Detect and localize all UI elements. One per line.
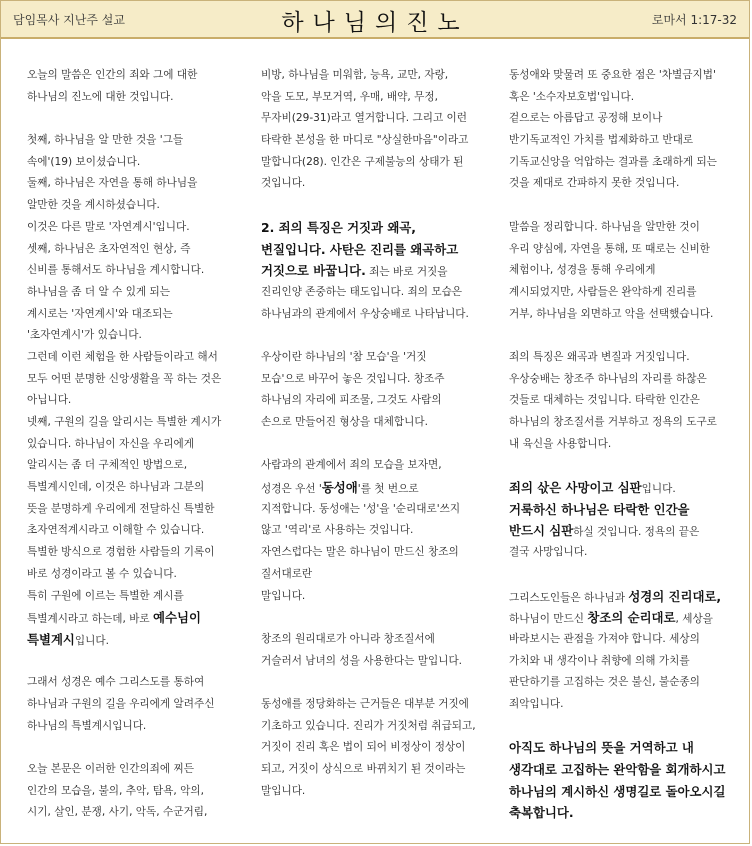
body-text: 그리스도인들은 하나님과	[509, 591, 629, 604]
body-text: 계시되었지만, 사람들은 완악하게 진리를	[509, 285, 697, 298]
body-text: 특히 구원에 이르는 특별한 계시를	[27, 589, 184, 602]
text-line	[261, 65, 499, 87]
body-text: 하나님이 만드신	[509, 613, 588, 626]
paragraph-gap	[261, 325, 499, 347]
text-line	[261, 260, 499, 282]
emphasis-text: 특별계시	[27, 631, 75, 647]
text-line	[261, 564, 499, 586]
body-text: 질서대로란	[261, 567, 313, 580]
body-text: 있습니다. 하나님이 자신을 우리에게	[27, 437, 194, 450]
text-line	[261, 629, 499, 651]
emphasis-text: 예수님이	[153, 610, 201, 626]
text-line	[261, 130, 499, 152]
text-line	[509, 672, 745, 694]
text-line	[27, 477, 253, 499]
text-line	[261, 455, 499, 477]
text-line	[261, 716, 499, 738]
body-text: 말합니다(28). 인간은 구제불능의 상태가 된	[261, 155, 464, 168]
text-line	[261, 239, 499, 261]
text-line	[509, 737, 745, 759]
paragraph-gap	[261, 195, 499, 217]
body-text: 모습'으로 바꾸어 놓은 것입니다. 창조주	[261, 372, 445, 385]
text-line	[27, 239, 253, 261]
body-text: 타락한 본성을 한 마디로 "상실한마음"이라고	[261, 134, 469, 147]
text-line	[509, 217, 745, 239]
body-text: 입니다.	[641, 483, 676, 496]
text-line	[27, 455, 253, 477]
body-text: 비방, 하나님을 미워함, 능욕, 교만, 자랑,	[261, 69, 449, 81]
text-line	[27, 802, 253, 824]
text-line	[509, 369, 745, 391]
text-line	[509, 390, 745, 412]
text-line	[509, 542, 745, 564]
body-text: 알만한 것을 계시하셨습니다.	[27, 199, 160, 212]
body-text: 하실 것입니다. 정욕의 끝은	[573, 526, 700, 539]
text-line	[27, 347, 253, 369]
body-text: 기독교신앙을 억압하는 결과를 초래하게 되는	[509, 155, 717, 168]
text-line	[509, 477, 745, 499]
column-3	[509, 65, 745, 824]
body-text: 죄악입니다.	[509, 697, 564, 710]
body-text: 하나님과 구원의 길을 우리에게 알려주신	[27, 697, 215, 710]
body-text: 셋째, 하나님은 초자연적인 현상, 즉	[27, 242, 191, 255]
text-line	[509, 586, 745, 608]
emphasis-text: 2. 죄의 특징은 거짓과 왜곡,	[261, 219, 416, 235]
text-line	[509, 520, 745, 542]
text-line	[261, 651, 499, 673]
body-text: 죄는 바로 거짓을	[365, 266, 448, 279]
body-text: 거부, 하나님을 외면하고 악을 선택했습니다.	[509, 307, 714, 320]
text-line	[261, 347, 499, 369]
body-text: 말입니다.	[261, 589, 306, 602]
emphasis-text: 반드시 심판	[509, 523, 574, 539]
text-line	[261, 87, 499, 109]
body-text: 그런데 이런 체험을 한 사람들이라고 해서	[27, 350, 218, 363]
body-text: 성경은 우선 '	[261, 483, 322, 496]
body-text: 둘째, 하나님은 자연을 통해 하나님을	[27, 177, 198, 190]
text-line	[27, 369, 253, 391]
body-text: 아닙니다.	[27, 394, 72, 407]
text-line	[27, 520, 253, 542]
header-section-label: 담임목사 지난주 설교	[13, 13, 125, 27]
body-text: 하나님과의 관계에서 우상숭배로 나타납니다.	[261, 307, 469, 320]
body-text: 하나님의 특별계시입니다.	[27, 719, 147, 732]
paragraph-gap	[27, 651, 253, 673]
body-text: 모두 어떤 분명한 신앙생활을 꼭 하는 것은	[27, 372, 222, 385]
text-line	[27, 434, 253, 456]
emphasis-text: 하나님의 계시하신 생명길로 돌아오시길	[509, 783, 726, 799]
text-line	[27, 499, 253, 521]
paragraph-gap	[509, 716, 745, 738]
text-line	[261, 217, 499, 239]
text-line	[509, 130, 745, 152]
text-line	[509, 260, 745, 282]
text-line	[27, 173, 253, 195]
body-text: 동성애를 정당화하는 근거들은 대부분 거짓에	[261, 697, 469, 710]
body-text: 신비를 통해서도 하나님을 계시합니다.	[27, 264, 205, 277]
paragraph-gap	[261, 672, 499, 694]
text-line	[509, 239, 745, 261]
text-line	[261, 390, 499, 412]
paragraph-gap	[261, 607, 499, 629]
text-line	[27, 195, 253, 217]
body-text: 바로 성경이라고 볼 수 있습니다.	[27, 567, 177, 580]
body-text: 거슬러서 남녀의 성을 사용한다는 말입니다.	[261, 654, 463, 667]
body-text: 가치와 내 생각이나 취향에 의해 가치를	[509, 654, 690, 667]
text-line	[27, 87, 253, 109]
text-line	[261, 108, 499, 130]
text-line	[27, 304, 253, 326]
body-text: 계시로는 '자연계시'와 대조되는	[27, 307, 173, 320]
column-1	[27, 65, 253, 824]
text-line	[27, 586, 253, 608]
body-text: 특별계시인데, 이것은 하나님과 그분의	[27, 481, 205, 494]
text-line	[261, 412, 499, 434]
body-text: 초자연적계시라고 이해할 수 있습니다.	[27, 524, 205, 537]
text-line	[509, 802, 745, 824]
text-line	[509, 304, 745, 326]
body-text: 말입니다.	[261, 784, 306, 797]
text-line	[27, 390, 253, 412]
body-text: 인간의 모습을, 불의, 추악, 탐욕, 악의,	[27, 784, 204, 797]
text-line	[261, 369, 499, 391]
text-line	[261, 152, 499, 174]
emphasis-text: 아직도 하나님의 뜻을 거역하고 내	[509, 740, 694, 756]
emphasis-text: 변질입니다. 사탄은 진리를 왜곡하고	[261, 241, 459, 257]
text-line	[27, 781, 253, 803]
body-text: 지적합니다. 동성애는 '성'을 '순리대로'쓰지	[261, 502, 461, 515]
body-text: 사람과의 관계에서 죄의 모습을 보자면,	[261, 459, 442, 472]
body-text: 시기, 살인, 분쟁, 사기, 악독, 수군거림,	[27, 806, 208, 819]
column-2	[261, 65, 499, 802]
text-line	[27, 282, 253, 304]
body-text: 악을 도모, 부모거역, 우매, 배약, 무정,	[261, 90, 438, 103]
text-line	[27, 716, 253, 738]
body-text: 하나님의 자리에 피조물, 그것도 사람의	[261, 394, 442, 407]
body-text: 알리시는 좀 더 구체적인 방법으로,	[27, 459, 188, 472]
body-text: 그래서 성경은 예수 그리스도를 통하여	[27, 676, 205, 689]
text-line	[509, 781, 745, 803]
body-text: 되고, 거짓이 상식으로 바뀌치기 된 것이라는	[261, 763, 466, 775]
text-line	[261, 520, 499, 542]
text-line	[509, 87, 745, 109]
text-line	[261, 282, 499, 304]
text-line	[509, 759, 745, 781]
emphasis-text: 축복합니다.	[509, 805, 574, 821]
text-line	[27, 542, 253, 564]
body-text: 우상이란 하나님의 '참 모습'을 '거짓	[261, 350, 427, 363]
text-line	[509, 499, 745, 521]
text-line	[27, 607, 253, 629]
body-text: 반기독교적인 가치를 법제화하고 반대로	[509, 134, 694, 147]
text-line	[27, 694, 253, 716]
body-text: 오늘 본문은 이러한 인간의죄에 찌든	[27, 763, 194, 775]
body-text: 첫째, 하나님을 알 만한 것을 '그들	[27, 134, 184, 147]
body-text: 하나님을 좀 더 알 수 있게 되는	[27, 285, 171, 298]
body-text: 체험이나, 성경을 통해 우리에게	[509, 264, 656, 277]
body-text: 속에'(19) 보이셨습니다.	[27, 155, 141, 168]
body-text: 뜻을 분명하게 우리에게 전달하신 특별한	[27, 502, 215, 515]
text-line	[261, 586, 499, 608]
text-line	[261, 737, 499, 759]
body-text: 창조의 원리대로가 아니라 창조질서에	[261, 632, 435, 645]
paragraph-gap	[509, 325, 745, 347]
text-line	[261, 759, 499, 781]
body-text: 하나님의 창조질서를 거부하고 정욕의 도구로	[509, 416, 717, 428]
emphasis-text: 죄의 삯은 사망이고 심판	[509, 480, 642, 496]
body-text: 기초하고 있습니다. 진리가 거짓처럼 취급되고,	[261, 719, 476, 732]
body-text: 손으로 만들어진 형상을 대체합니다.	[261, 416, 428, 428]
text-line	[509, 434, 745, 456]
body-text: 우상숭배는 창조주 하나님의 자리를 하찮은	[509, 372, 707, 385]
text-line	[27, 130, 253, 152]
emphasis-text: 거룩하신 하나님은 타락한 인간을	[509, 501, 690, 517]
body-text: 넷째, 구원의 길을 알리시는 특별한 계시가	[27, 416, 222, 428]
text-line	[509, 629, 745, 651]
text-line	[509, 108, 745, 130]
text-line	[27, 564, 253, 586]
text-line	[261, 781, 499, 803]
text-line	[27, 260, 253, 282]
text-line	[509, 412, 745, 434]
page-title: 하나님의진노	[281, 10, 469, 36]
body-text: 것을 제대로 간파하지 못한 것입니다.	[509, 177, 680, 190]
text-line	[509, 651, 745, 673]
emphasis-text: 성경의 진리대로,	[628, 588, 722, 604]
text-line	[261, 694, 499, 716]
text-line	[261, 499, 499, 521]
text-line	[27, 65, 253, 87]
text-line	[27, 672, 253, 694]
text-line	[261, 477, 499, 499]
text-line	[509, 282, 745, 304]
text-line	[509, 694, 745, 716]
text-line	[509, 347, 745, 369]
header-bar	[1, 1, 749, 39]
body-text: '초자연계시'가 있습니다.	[27, 329, 142, 342]
body-text: 겉으로는 아름답고 공정해 보이나	[509, 112, 663, 125]
body-text: 결국 사망입니다.	[509, 546, 588, 559]
text-line	[261, 173, 499, 195]
body-text: 입니다.	[74, 634, 109, 647]
text-line	[509, 173, 745, 195]
body-text: 자연스럽다는 말은 하나님이 만드신 창조의	[261, 546, 459, 559]
body-text: 것들로 대체하는 것입니다. 타락한 인간은	[509, 394, 700, 407]
body-text: 바라보시는 관점을 가져야 합니다. 세상의	[509, 632, 700, 645]
emphasis-text: 생각대로 고집하는 완악함을 회개하시고	[509, 762, 726, 777]
paragraph-gap	[27, 737, 253, 759]
body-text: 말씀을 정리합니다. 하나님을 알만한 것이	[509, 220, 700, 233]
paragraph-gap	[509, 195, 745, 217]
body-text: 것입니다.	[261, 177, 306, 190]
text-line	[261, 304, 499, 326]
paragraph-gap	[509, 455, 745, 477]
body-text: 죄의 특징은 왜곡과 변질과 거짓입니다.	[509, 350, 690, 363]
scripture-reference: 로마서 1:17-32	[651, 13, 737, 27]
body-text: 우리 양심에, 자연을 통해, 또 때로는 신비한	[509, 242, 710, 255]
body-text: 판단하기를 고집하는 것은 불신, 불순종의	[509, 676, 700, 689]
body-text: 않고 '역리'로 사용하는 것입니다.	[261, 524, 414, 537]
body-text: 하나님의 진노에 대한 것입니다.	[27, 90, 174, 103]
body-text: 내 육신을 사용합니다.	[509, 437, 612, 450]
body-text: 동성애와 맞물려 또 중요한 점은 '차별금지법'	[509, 69, 716, 81]
body-text: 거짓이 진리 혹은 법이 되어 비정상이 정상이	[261, 741, 466, 754]
body-text: , 세상을	[675, 613, 713, 626]
body-text: 이것은 다른 말로 '자연계시'입니다.	[27, 220, 190, 233]
emphasis-text: 거짓으로 바꿉니다.	[261, 263, 366, 279]
paragraph-gap	[27, 108, 253, 130]
body-text: 진리인양 존중하는 태도입니다. 죄의 모습은	[261, 285, 463, 298]
text-line	[27, 325, 253, 347]
text-line	[261, 542, 499, 564]
body-text: 특별계시라고 하는데, 바로	[27, 613, 154, 626]
text-line	[27, 759, 253, 781]
body-text: 무자비(29-31)라고 열거합니다. 그리고 이런	[261, 112, 468, 125]
paragraph-gap	[261, 434, 499, 456]
body-text: '를 첫 번으로	[357, 483, 419, 496]
text-line	[27, 217, 253, 239]
emphasis-text: 동성애	[321, 480, 358, 496]
body-text: 혹은 '소수자보호법'입니다.	[509, 90, 635, 103]
text-line	[509, 65, 745, 87]
body-text: 오늘의 말씀은 인간의 죄와 그에 대한	[27, 69, 198, 81]
text-line	[27, 152, 253, 174]
paragraph-gap	[509, 564, 745, 586]
text-line	[27, 629, 253, 651]
text-line	[509, 152, 745, 174]
text-line	[27, 412, 253, 434]
body-text: 특별한 방식으로 경험한 사람들의 기록이	[27, 546, 215, 559]
text-line	[509, 607, 745, 629]
emphasis-text: 창조의 순리대로	[587, 610, 676, 626]
